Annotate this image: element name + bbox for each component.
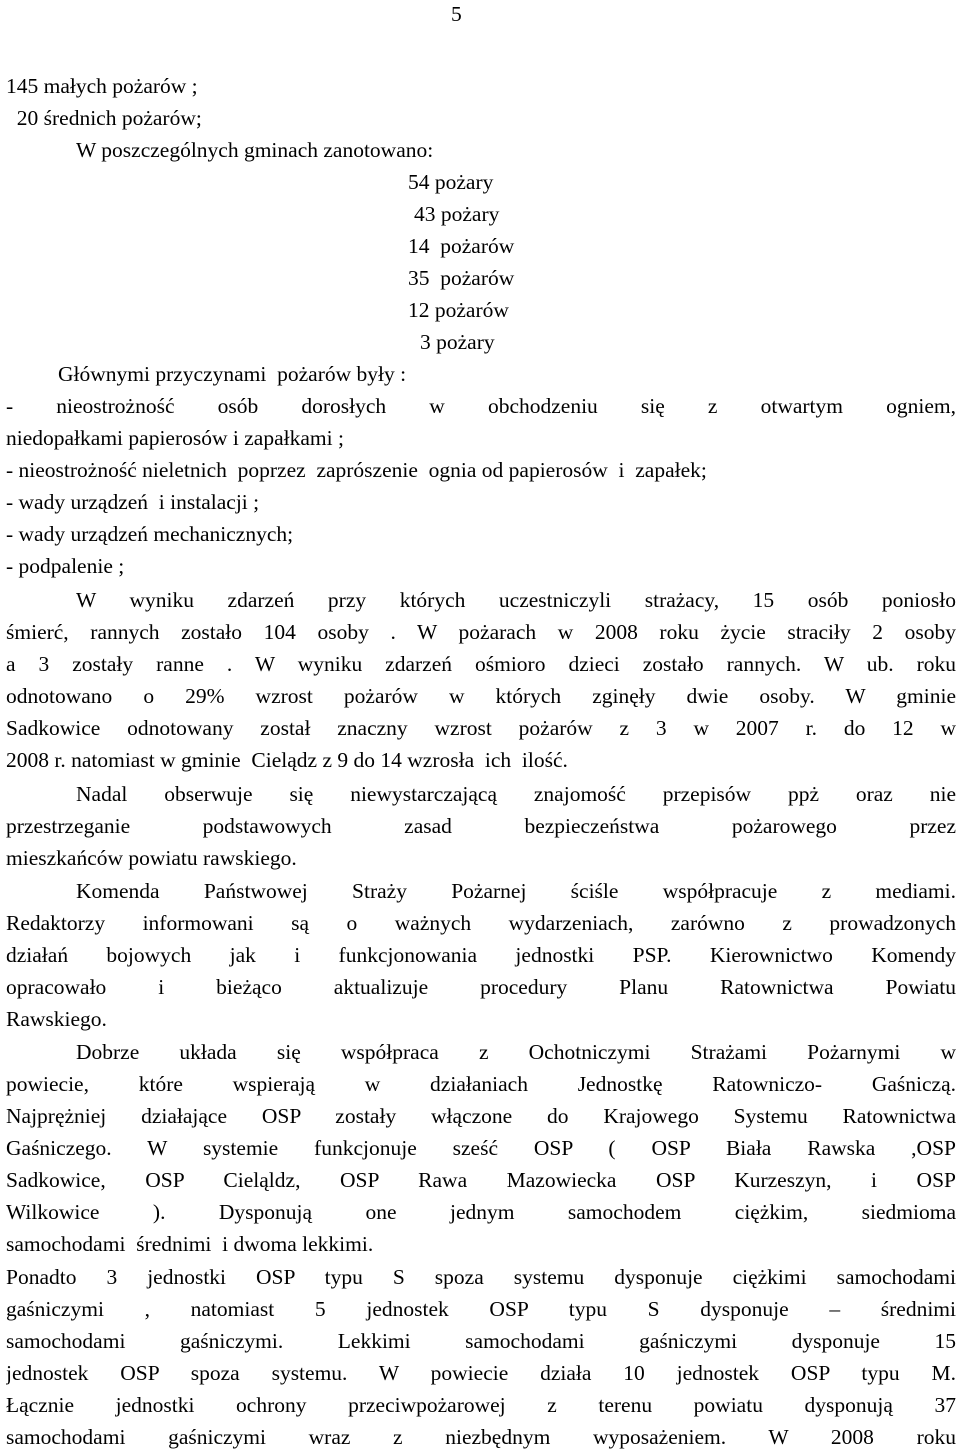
text-line: Najprężniej działające OSP zostały włączone do Krajowego Systemu Ratownictwa bbox=[6, 1104, 956, 1128]
text-line: samochodami gaśniczymi wraz z niezbędnym wyposażeniem. W 2008 roku bbox=[6, 1425, 956, 1449]
text-line: - podpalenie ; bbox=[6, 554, 125, 578]
list-item bbox=[6, 198, 956, 230]
text-line: - wady urządzeń i instalacji ; bbox=[6, 490, 260, 514]
text-line: gaśniczymi , natomiast 5 jednostek OSP typu S dysponuje – średnimi bbox=[6, 1297, 956, 1321]
text-line: Głównymi przyczynami pożarów były : bbox=[58, 362, 407, 386]
fire-count: 12 pożarów bbox=[408, 298, 509, 322]
fire-count: 14 pożarów bbox=[408, 234, 515, 258]
page-number: 5 bbox=[451, 2, 462, 26]
text-line: W poszczególnych gminach zanotowano: bbox=[76, 138, 434, 162]
fire-count: 35 pożarów bbox=[408, 266, 515, 290]
text-line: niedopałkami papierosów i zapałkami ; bbox=[6, 426, 344, 450]
text-line: W wyniku zdarzeń przy których uczestniczyli strażacy, 15 osób poniosło bbox=[76, 588, 956, 612]
text-line: śmierć, rannych zostało 104 osoby . W pożarach w 2008 roku życie straciły 2 osoby bbox=[6, 620, 956, 644]
text-line: - wady urządzeń mechanicznych; bbox=[6, 522, 294, 546]
list-item bbox=[6, 166, 956, 198]
text-line: odnotowano o 29% wzrost pożarów w których zginęły dwie osoby. W gminie bbox=[6, 684, 956, 708]
text-line: Rawskiego. bbox=[6, 1007, 107, 1031]
fire-count: 54 pożary bbox=[408, 170, 494, 194]
text-line: 145 małych pożarów ; bbox=[6, 74, 198, 98]
list-item bbox=[6, 230, 956, 262]
text-line: Wilkowice ). Dysponują one jednym samochodem ciężkim, siedmioma bbox=[6, 1200, 956, 1224]
text-line: Redaktorzy informowani są o ważnych wydarzeniach, zarówno z prowadzonych bbox=[6, 911, 956, 935]
text-line: mieszkańców powiatu rawskiego. bbox=[6, 846, 297, 870]
text-line: Sadkowice odnotowany został znaczny wzrost pożarów z 3 w 2007 r. do 12 w bbox=[6, 716, 956, 740]
fire-count: 3 pożary bbox=[420, 330, 495, 354]
text-line: Łącznie jednostki ochrony przeciwpożarowej z terenu powiatu dysponują 37 bbox=[6, 1393, 956, 1417]
list-item bbox=[6, 262, 956, 294]
text-line: Komenda Państwowej Straży Pożarnej ściśle współpracuje z mediami. bbox=[76, 879, 956, 903]
list-item bbox=[6, 326, 956, 358]
text-line: samochodami średnimi i dwoma lekkimi. bbox=[6, 1232, 374, 1256]
text-line: powiecie, które wspierają w działaniach Jednostkę Ratowniczo- Gaśniczą. bbox=[6, 1072, 956, 1096]
text-line: Nadal obserwuje się niewystarczającą znajomość przepisów ppż oraz nie bbox=[76, 782, 956, 806]
text-line: przestrzeganie podstawowych zasad bezpieczeństwa pożarowego przez bbox=[6, 814, 956, 838]
text-line: opracowało i bieżąco aktualizuje procedury Planu Ratownictwa Powiatu bbox=[6, 975, 956, 999]
list-item bbox=[6, 294, 956, 326]
text-line: samochodami gaśniczymi. Lekkimi samochodami gaśniczymi dysponuje 15 bbox=[6, 1329, 956, 1353]
text-line: a 3 zostały ranne . W wyniku zdarzeń ośmioro dzieci zostało rannych. W ub. roku bbox=[6, 652, 956, 676]
text-line: Dobrze układa się współpraca z Ochotniczymi Strażami Pożarnymi w bbox=[76, 1040, 956, 1064]
text-line: - nieostrożność nieletnich poprzez zaprószenie ognia od papierosów i zapałek; bbox=[6, 458, 707, 482]
text-line: Gaśniczego. W systemie funkcjonuje sześć OSP ( OSP Biała Rawska ,OSP bbox=[6, 1136, 956, 1160]
text-line: - nieostrożność osób dorosłych w obchodzeniu się z otwartym ogniem, bbox=[6, 394, 956, 418]
text-line: działań bojowych jak i funkcjonowania jednostki PSP. Kierownictwo Komendy bbox=[6, 943, 956, 967]
text-line: 20 średnich pożarów; bbox=[6, 106, 202, 130]
text-line: Ponadto 3 jednostki OSP typu S spoza systemu dysponuje ciężkimi samochodami bbox=[6, 1265, 956, 1289]
text-line: 2008 r. natomiast w gminie Cielądz z 9 do 14 wzrosła ich ilość. bbox=[6, 748, 568, 772]
fire-count: 43 pożary bbox=[414, 202, 500, 226]
text-line: jednostek OSP spoza systemu. W powiecie działa 10 jednostek OSP typu M. bbox=[6, 1361, 956, 1385]
text-line: Sadkowice, OSP Cieląldz, OSP Rawa Mazowiecka OSP Kurzeszyn, i OSP bbox=[6, 1168, 956, 1192]
